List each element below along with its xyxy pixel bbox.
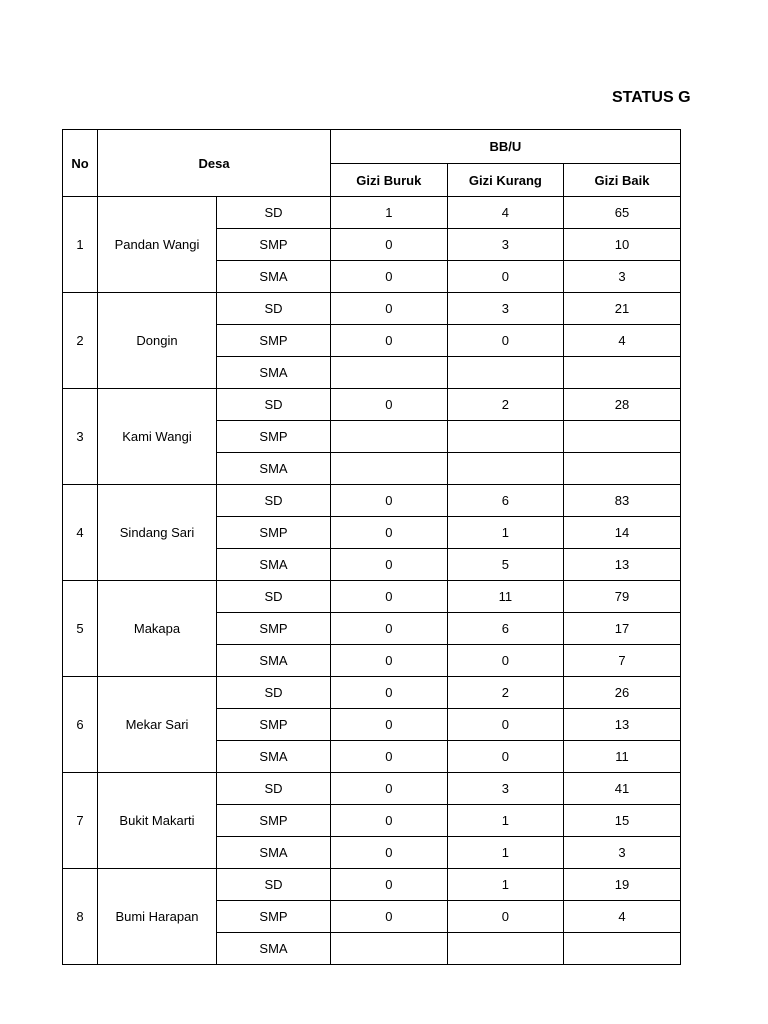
gizi-buruk-cell	[331, 933, 448, 965]
gizi-kurang-cell: 5	[447, 549, 564, 581]
village-name: Dongin	[98, 293, 217, 389]
gizi-buruk-cell: 0	[331, 805, 448, 837]
gizi-kurang-cell: 0	[447, 901, 564, 933]
gizi-kurang-cell: 1	[447, 517, 564, 549]
school-level: SD	[217, 869, 331, 901]
gizi-baik-cell	[564, 453, 681, 485]
school-level: SMA	[217, 741, 331, 773]
school-level: SMP	[217, 229, 331, 261]
gizi-baik-cell: 11	[564, 741, 681, 773]
gizi-buruk-cell: 0	[331, 229, 448, 261]
gizi-baik-cell: 28	[564, 389, 681, 421]
village-number: 5	[63, 581, 98, 677]
gizi-buruk-cell: 0	[331, 741, 448, 773]
village-number: 7	[63, 773, 98, 869]
school-level: SD	[217, 581, 331, 613]
gizi-baik-cell: 10	[564, 229, 681, 261]
school-level: SD	[217, 773, 331, 805]
gizi-buruk-cell: 0	[331, 709, 448, 741]
village-name: Makapa	[98, 581, 217, 677]
table-row	[63, 389, 681, 421]
school-level: SD	[217, 197, 331, 229]
school-level: SD	[217, 485, 331, 517]
gizi-kurang-cell: 0	[447, 645, 564, 677]
gizi-baik-cell: 13	[564, 549, 681, 581]
gizi-buruk-cell: 0	[331, 325, 448, 357]
school-level: SMA	[217, 357, 331, 389]
gizi-baik-cell: 4	[564, 325, 681, 357]
school-level: SD	[217, 293, 331, 325]
school-level: SMA	[217, 933, 331, 965]
gizi-kurang-cell: 0	[447, 741, 564, 773]
gizi-kurang-cell: 4	[447, 197, 564, 229]
gizi-kurang-cell: 0	[447, 261, 564, 293]
table-row	[63, 197, 681, 229]
gizi-kurang-cell: 1	[447, 805, 564, 837]
village-number: 1	[63, 197, 98, 293]
school-level: SMA	[217, 549, 331, 581]
gizi-baik-cell: 7	[564, 645, 681, 677]
gizi-buruk-cell: 0	[331, 261, 448, 293]
gizi-baik-cell: 13	[564, 709, 681, 741]
village-name: Bukit Makarti	[98, 773, 217, 869]
village-number: 2	[63, 293, 98, 389]
village-name: Bumi Harapan	[98, 869, 217, 965]
school-level: SMP	[217, 709, 331, 741]
gizi-kurang-cell: 3	[447, 229, 564, 261]
header-no: No	[63, 130, 98, 197]
table-row	[63, 677, 681, 709]
gizi-buruk-cell: 0	[331, 517, 448, 549]
table-row	[63, 581, 681, 613]
gizi-buruk-cell: 0	[331, 869, 448, 901]
gizi-buruk-cell	[331, 357, 448, 389]
gizi-kurang-cell: 11	[447, 581, 564, 613]
school-level: SMP	[217, 613, 331, 645]
table-row	[63, 869, 681, 901]
table-row	[63, 773, 681, 805]
gizi-buruk-cell: 0	[331, 293, 448, 325]
village-name: Sindang Sari	[98, 485, 217, 581]
spreadsheet-area	[62, 129, 680, 955]
gizi-baik-cell: 83	[564, 485, 681, 517]
gizi-kurang-cell	[447, 453, 564, 485]
village-name: Kami Wangi	[98, 389, 217, 485]
gizi-baik-cell: 3	[564, 261, 681, 293]
gizi-baik-cell: 26	[564, 677, 681, 709]
gizi-buruk-cell	[331, 453, 448, 485]
village-name: Pandan Wangi	[98, 197, 217, 293]
gizi-baik-cell: 17	[564, 613, 681, 645]
school-level: SMP	[217, 805, 331, 837]
gizi-baik-cell: 4	[564, 901, 681, 933]
gizi-baik-cell	[564, 933, 681, 965]
gizi-buruk-cell	[331, 421, 448, 453]
gizi-buruk-cell: 0	[331, 773, 448, 805]
school-level: SMP	[217, 421, 331, 453]
gizi-kurang-cell: 3	[447, 293, 564, 325]
school-level: SMA	[217, 645, 331, 677]
gizi-buruk-cell: 1	[331, 197, 448, 229]
gizi-buruk-cell: 0	[331, 581, 448, 613]
header-gizi-baik: Gizi Baik	[564, 164, 681, 197]
header-desa: Desa	[98, 130, 331, 197]
village-number: 4	[63, 485, 98, 581]
gizi-buruk-cell: 0	[331, 485, 448, 517]
gizi-kurang-cell: 0	[447, 709, 564, 741]
school-level: SD	[217, 677, 331, 709]
school-level: SD	[217, 389, 331, 421]
gizi-kurang-cell: 3	[447, 773, 564, 805]
school-level: SMP	[217, 517, 331, 549]
gizi-kurang-cell: 0	[447, 325, 564, 357]
gizi-kurang-cell	[447, 933, 564, 965]
gizi-baik-cell: 14	[564, 517, 681, 549]
gizi-baik-cell: 65	[564, 197, 681, 229]
gizi-kurang-cell: 2	[447, 389, 564, 421]
school-level: SMP	[217, 325, 331, 357]
gizi-buruk-cell: 0	[331, 901, 448, 933]
gizi-baik-cell: 41	[564, 773, 681, 805]
header-gizi-buruk: Gizi Buruk	[331, 164, 448, 197]
gizi-baik-cell	[564, 357, 681, 389]
village-number: 6	[63, 677, 98, 773]
school-level: SMA	[217, 453, 331, 485]
village-number: 8	[63, 869, 98, 965]
village-name: Mekar Sari	[98, 677, 217, 773]
page-title: STATUS G	[612, 89, 691, 106]
school-level: SMA	[217, 261, 331, 293]
gizi-buruk-cell: 0	[331, 389, 448, 421]
gizi-buruk-cell: 0	[331, 613, 448, 645]
gizi-kurang-cell: 6	[447, 613, 564, 645]
gizi-baik-cell: 15	[564, 805, 681, 837]
gizi-kurang-cell: 1	[447, 869, 564, 901]
gizi-baik-cell: 79	[564, 581, 681, 613]
gizi-baik-cell	[564, 421, 681, 453]
table-body	[63, 197, 681, 965]
gizi-buruk-cell: 0	[331, 837, 448, 869]
gizi-kurang-cell: 2	[447, 677, 564, 709]
gizi-kurang-cell	[447, 357, 564, 389]
gizi-baik-cell: 3	[564, 837, 681, 869]
table-row	[63, 293, 681, 325]
table-row	[63, 485, 681, 517]
nutrition-status-table	[62, 129, 681, 965]
gizi-kurang-cell: 1	[447, 837, 564, 869]
gizi-buruk-cell: 0	[331, 549, 448, 581]
gizi-kurang-cell: 6	[447, 485, 564, 517]
school-level: SMA	[217, 837, 331, 869]
header-gizi-kurang: Gizi Kurang	[447, 164, 564, 197]
gizi-kurang-cell	[447, 421, 564, 453]
header-bbu: BB/U	[331, 130, 681, 164]
village-number: 3	[63, 389, 98, 485]
gizi-buruk-cell: 0	[331, 645, 448, 677]
gizi-buruk-cell: 0	[331, 677, 448, 709]
gizi-baik-cell: 19	[564, 869, 681, 901]
school-level: SMP	[217, 901, 331, 933]
gizi-baik-cell: 21	[564, 293, 681, 325]
